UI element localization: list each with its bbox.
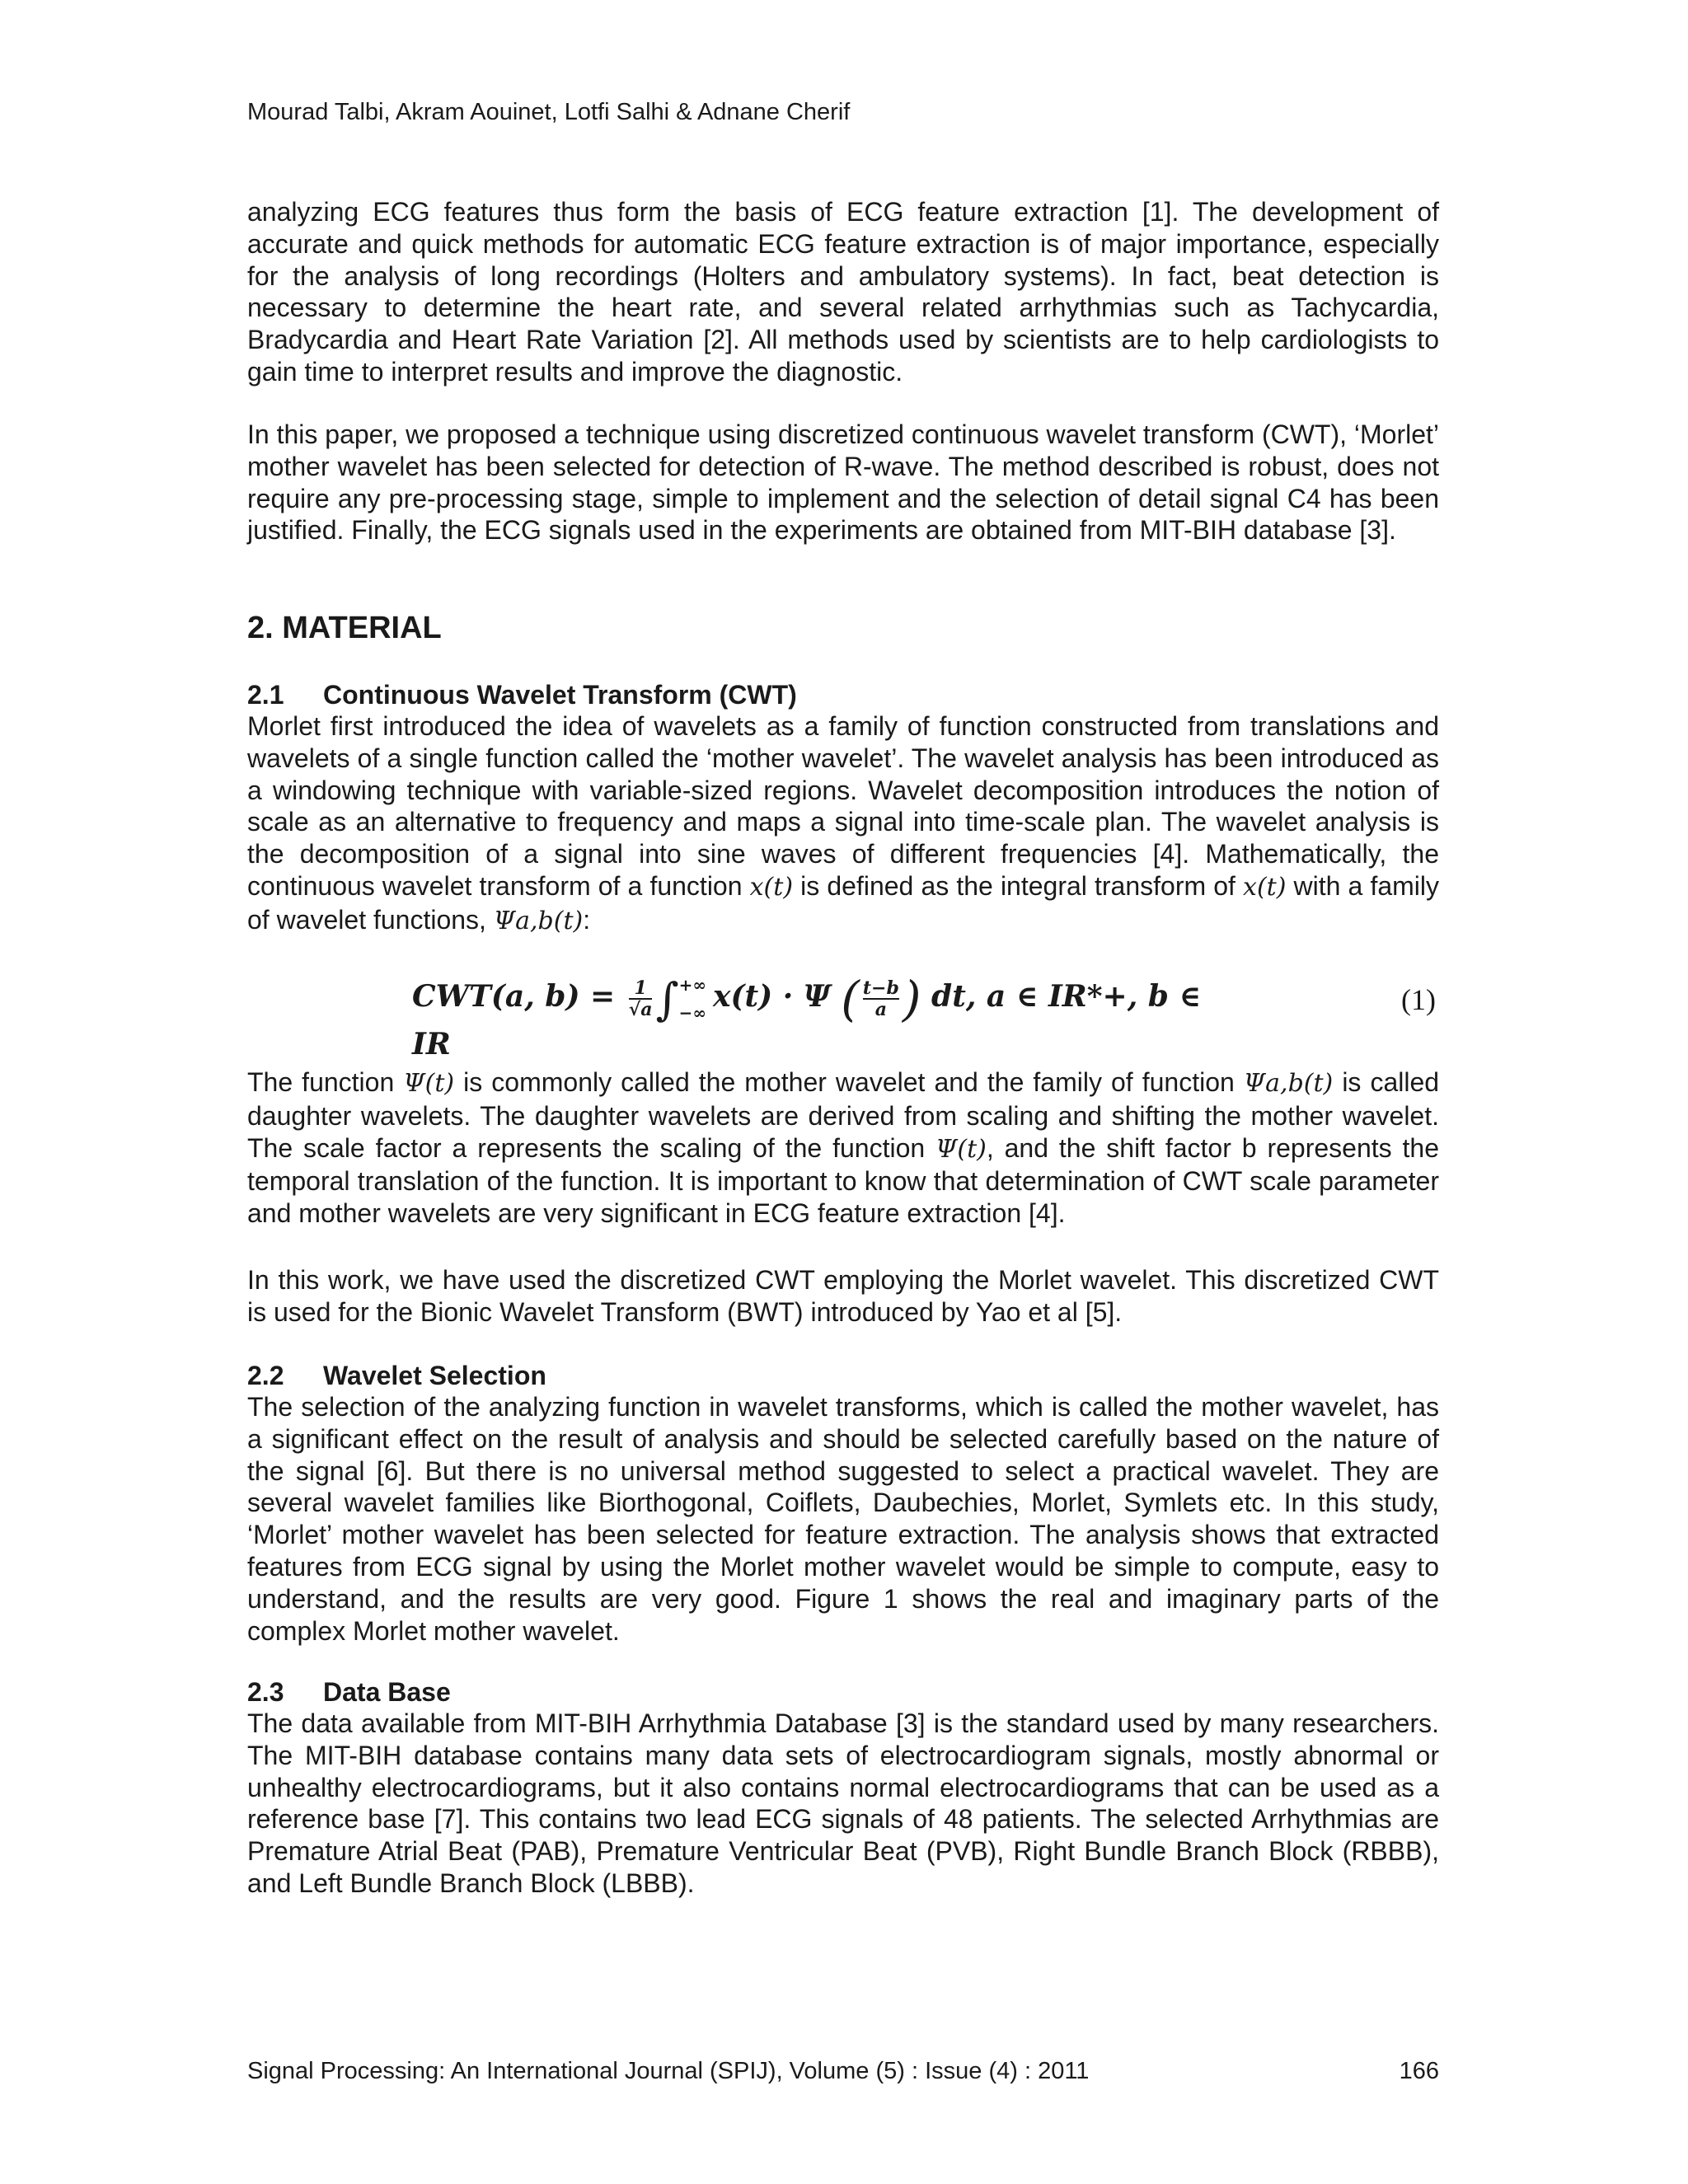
subsection-title: Wavelet Selection	[323, 1361, 546, 1390]
cwt-text-2: is defined as the integral transform of	[800, 870, 1236, 901]
footer-journal: Signal Processing: An International Journal (SPIJ), Volume (5) : Issue (4) : 2011	[247, 2058, 1090, 2084]
integral-sign: ∫	[655, 972, 679, 1025]
equation-body: x(t) · Ψ	[713, 979, 831, 1014]
cwt-text-3: with a family of wavelet functions,	[247, 870, 1440, 935]
math-x-of-t: x(t)	[749, 872, 794, 902]
math-psi-ab: Ψa,b(t)	[1243, 1069, 1334, 1098]
math-x-of-t: x(t)	[1243, 872, 1287, 902]
equation-tail: dt, a ∈ IR*+, b ∈ IR	[412, 979, 1202, 1062]
math-psi-ab: Ψa,b(t)	[493, 906, 584, 935]
subsection-title: Continuous Wavelet Transform (CWT)	[323, 680, 797, 710]
equation-cwt: CWT(a, b) = $\frac{1}{√a}$ ∫ +∞ −∞ x(t) · Ψ ( $\frac{t-b}{a}$ ) dt, a ∈ IR*+, b ∈ IR	[412, 971, 1202, 1062]
subsection-number: 2.3	[247, 1677, 284, 1707]
cwt-paragraph	[247, 710, 1439, 938]
math-psi-t: Ψ(t)	[403, 1069, 455, 1098]
mother-wavelet-paragraph: The function Ψ(t) is commonly called the mother wavelet and the family of function Ψa,b(t) is called daughter wavelets. The daughter wavelets are derived from scaling and shifting the mother wavelet. The scale factor a represents the scaling of the function Ψ(t), and the shift factor b represents the temporal translation of the function. It is important to know that determination of CWT scale parameter and mother wavelets are very significant in ECG feature extraction [4].	[247, 1067, 1440, 1229]
wavelet-selection-paragraph: The selection of the analyzing function in wavelet transforms, which is called the mother wavelet, has a significant effect on the result of analysis and should be selected carefully based on the nature of the signal [6]. But there is no universal method suggested to select a practical wavelet. They are several wavelet families like Biorthogonal, Coiflets, Daubechies, Morlet, Symlets etc. In this study, ‘Morlet’ mother wavelet has been selected for feature extraction. The analysis shows that extracted features from ECG signal by using the Morlet mother wavelet would be simple to compute, easy to understand, and the results are very good. Figure 1 shows the real and imaginary parts of the complex Morlet mother wavelet.	[247, 1392, 1439, 1646]
subsection-heading-wavelet-selection	[247, 1360, 546, 1391]
this-work-paragraph: In this work, we have used the discretized CWT employing the Morlet wavelet. This discretized CWT is used for the Bionic Wavelet Transform (BWT) introduced by Yao et al [5].	[247, 1265, 1439, 1327]
data-base-paragraph: The data available from MIT-BIH Arrhythmia Database [3] is the standard used by many researchers. The MIT-BIH database contains many data sets of electrocardiogram signals, mostly abnormal or unhealthy electrocardiograms, but it also contains normal electrocardiograms that can be used as a reference base [7]. This contains two lead ECG signals of 48 patients. The selected Arrhythmias are Premature Atrial Beat (PAB), Premature Ventricular Beat (PVB), Right Bundle Branch Block (RBBB), and Left Bundle Branch Block (LBBB).	[247, 1708, 1439, 1898]
equation-lhs: CWT(a, b) =	[412, 979, 616, 1014]
intro-paragraph-2: In this paper, we proposed a technique using discretized continuous wavelet transform (CWT), ‘Morlet’ mother wavelet has been selected for detection of R-wave. The method described is robust, does not require any pre-processing stage, simple to implement and the selection of detail signal C4 has been justified. Finally, the ECG signals used in the experiments are obtained from MIT-BIH database [3].	[247, 419, 1440, 546]
integral-limits: +∞ −∞	[678, 975, 707, 1023]
intro-paragraph-1: analyzing ECG features thus form the basis of ECG feature extraction [1]. The development of accurate and quick methods for automatic ECG feature extraction is of major importance, especially for the analysis of long recordings (Holters and ambulatory systems). In fact, beat detection is necessary to determine the heart rate, and several related arrhythmias such as Tachycardia, Bradycardia and Heart Rate Variation [2]. All methods used by scientists are to help cardiologists to gain time to interpret results and improve the diagnostic.	[247, 197, 1439, 387]
subsection-heading-data-base	[247, 1676, 451, 1708]
equation-number: (1)	[1401, 983, 1436, 1016]
subsection-heading-cwt	[247, 679, 797, 710]
running-header-authors: Mourad Talbi, Akram Aouinet, Lotfi Salhi & Adnane Cherif	[247, 99, 851, 125]
subsection-number: 2.2	[247, 1361, 284, 1390]
subsection-number: 2.1	[247, 680, 284, 710]
equation-fraction: $\frac{1}{√a}$	[628, 977, 653, 1020]
cwt-text-4: :	[583, 904, 591, 935]
section-heading-material: 2. MATERIAL	[247, 611, 442, 645]
page-footer	[247, 2056, 1439, 2086]
equation-inner-fraction: $\frac{t-b}{a}$	[862, 977, 899, 1020]
page-number: 166	[1399, 2058, 1439, 2084]
subsection-title: Data Base	[323, 1677, 451, 1707]
math-psi-t: Ψ(t)	[935, 1134, 987, 1164]
cwt-text-main: Morlet first introduced the idea of wavelets as a family of function constructed from translations and wavelets of a single function called the ‘mother wavelet’. The wavelet analysis has been introduced as a windowing technique with variable-sized regions. Wavelet decomposition introduces the notion of scale as an alternative to frequency and maps a signal into time-scale plan. The wavelet analysis is the decomposition of a signal into sine waves of different frequencies [4]. Mathematically, the continuous wavelet transform of a function	[247, 711, 1439, 901]
